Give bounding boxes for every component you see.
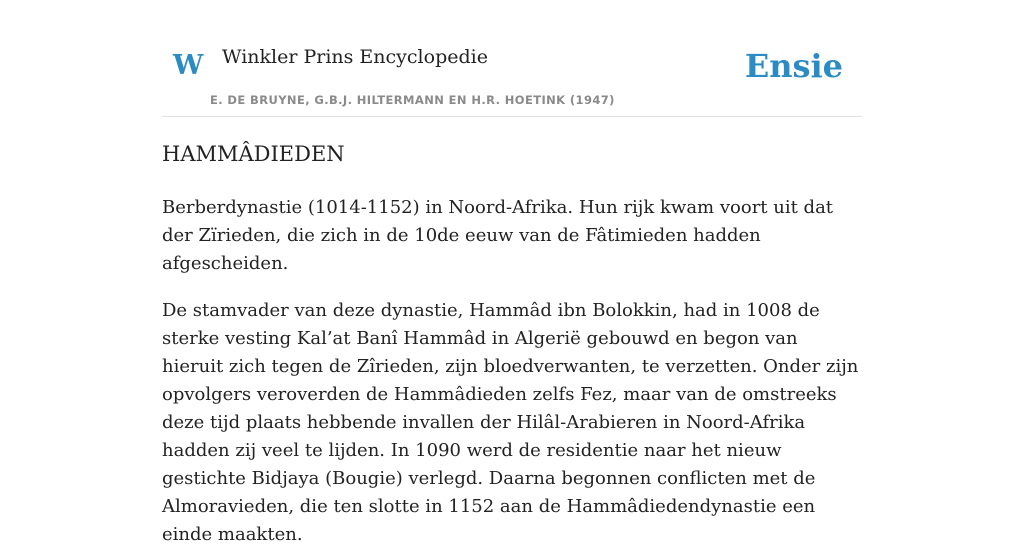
article-headword: HAMMÂDIEDEN bbox=[162, 142, 345, 166]
winkler-prins-logo[interactable]: W bbox=[173, 50, 204, 81]
article-paragraph: De stamvader van deze dynastie, Hammâd ibn Bolokkin, had in 1008 de sterke vesting Kal’at Banî Hammâd in Algerië gebouwd en begon van hieruit zich tegen de Zîrieden, zijn bloedverwanten, te verzetten. Onder zijn opvolgers veroverden de Hammâdieden zelfs Fez, maar van de omstreeks deze tijd plaats hebbende invallen der Hilâl-Arabieren in Noord-Afrika hadden zij veel te lijden. In 1090 werd de residentie naar het nieuw gestichte Bidjaya (Bougie) verlegd. Daarna begonnen conflicten met de Almoravieden, die ten slotte in 1152 aan de Hammâdiedendynastie een einde maakten. bbox=[162, 299, 859, 545]
article-paragraph: Berberdynastie (1014-1152) in Noord-Afrika. Hun rijk kwam voort uit dat der Zïrieden, die zich in de 10de eeuw van de Fâtimieden hadden afgescheiden. bbox=[162, 196, 834, 274]
source-authors: E. DE BRUYNE, G.B.J. HILTERMANN EN H.R. HOETINK (1947) bbox=[210, 93, 615, 107]
ensie-logo-link[interactable]: Ensie bbox=[744, 47, 843, 85]
article bbox=[162, 138, 862, 549]
source-title[interactable]: Winkler Prins Encyclopedie bbox=[222, 46, 488, 68]
header bbox=[162, 40, 862, 117]
